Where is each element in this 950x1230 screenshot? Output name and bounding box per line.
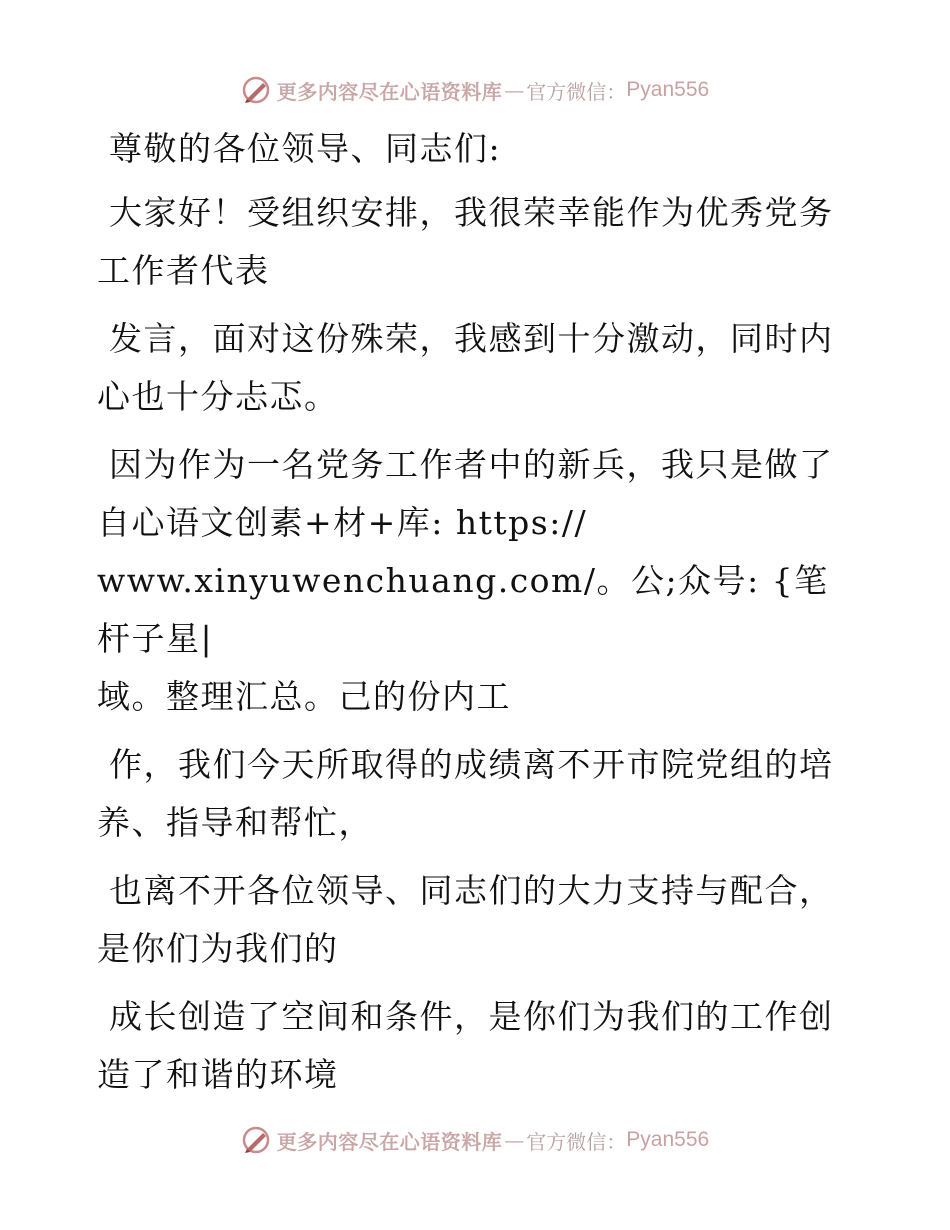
paragraph [97, 310, 837, 426]
paragraph-line: 大家好！受组织安排，我很荣幸能作为优秀党务 [109, 193, 834, 232]
paragraph-line: 作，我们今天所取得的成绩离不开市院党组的培 [109, 745, 834, 784]
paragraph-line: 也离不开各位领导、同志们的大力支持与配合， [109, 871, 834, 910]
banner-dash: — [504, 1128, 525, 1152]
pen-logo-icon [241, 1125, 271, 1155]
paragraph-line: 因为作为一名党务工作者中的新兵，我只是做了 [109, 445, 834, 484]
header-watermark [0, 70, 950, 110]
paragraph-line: 养、指导和帮忙， [97, 803, 373, 842]
paragraph-line: 成长创造了空间和条件，是你们为我们的工作创 [109, 997, 834, 1036]
paragraph-line: 发言，面对这份殊荣，我感到十分激动，同时内 [109, 319, 834, 358]
banner-wechat-id: Pyan556 [626, 78, 710, 101]
paragraph-line: 心也十分忐忑。 [97, 377, 339, 416]
banner-dash: — [504, 78, 525, 102]
paragraph [97, 988, 837, 1104]
footer-watermark [0, 1120, 950, 1160]
pen-logo-icon [241, 75, 271, 105]
paragraph-line: 是你们为我们的 [97, 929, 339, 968]
paragraph-line: www.xinyuwenchuang.com/。公;众号: {笔杆子星| [97, 561, 829, 658]
paragraph [97, 862, 837, 978]
paragraph [97, 736, 837, 852]
paragraph [97, 184, 837, 300]
paragraph [97, 436, 837, 726]
document-body [97, 120, 837, 1114]
paragraph-line: 域。整理汇总。己的份内工 [97, 677, 511, 716]
paragraph-line: 工作者代表 [97, 251, 270, 290]
banner-wechat-label: 官方微信： [526, 79, 627, 104]
paragraph-line: 尊敬的各位领导、同志们: [109, 129, 502, 168]
paragraph-line: 自心语文创素+材+库: https:// [97, 503, 588, 542]
banner-brand: 更多内容尽在心语资料库 [276, 79, 503, 104]
banner-wechat-label: 官方微信： [526, 1129, 627, 1154]
paragraph-line: 造了和谐的环境 [97, 1055, 339, 1094]
paragraph-salutation [97, 120, 837, 178]
banner-wechat-id: Pyan556 [626, 1128, 710, 1151]
banner-brand: 更多内容尽在心语资料库 [276, 1129, 503, 1154]
